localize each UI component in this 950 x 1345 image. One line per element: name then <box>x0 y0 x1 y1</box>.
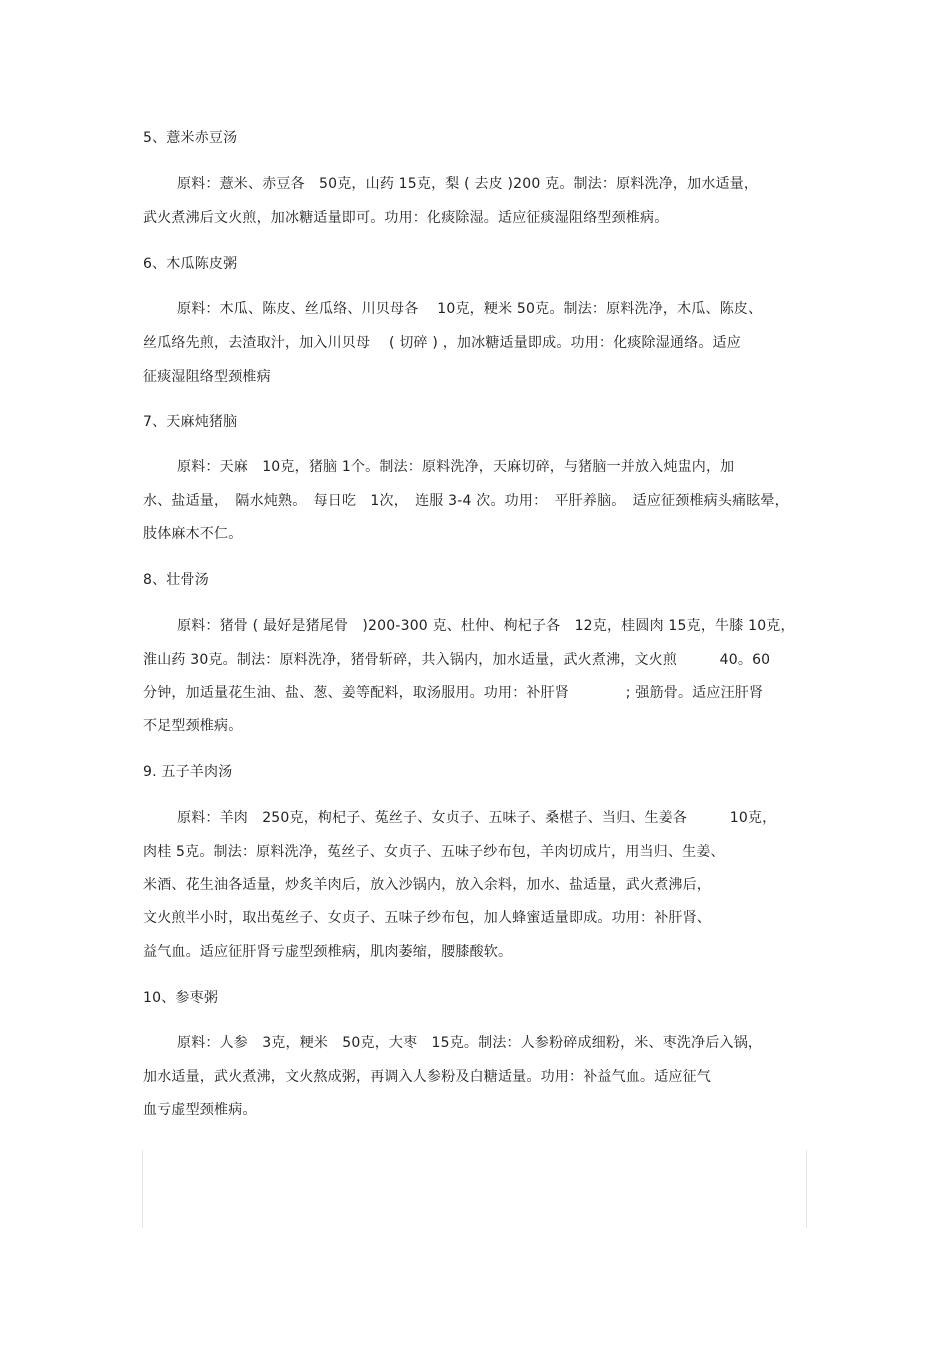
paragraph-line: 水、盐适量， 隔水炖熟。 每日吃 1次， 连服 3-4 次。功用： 平肝养脑。 适应征颈椎病头痛眩晕， <box>143 493 789 509</box>
paragraph-line: 米酒、花生油各适量，炒炙羊肉后，放入沙锅内，放入余料，加水、盐适量，武火煮沸后， <box>143 877 711 893</box>
section-heading: 5、薏米赤豆汤 <box>143 130 238 146</box>
paragraph-line: 原料：人参 3克，粳米 50克，大枣 15克。制法：人参粉碎成细粉，米、枣洗净后入锅， <box>177 1035 763 1051</box>
paragraph-line: 益气血。适应征肝肾亏虚型颈椎病，肌肉萎缩，腰膝酸软。 <box>143 944 513 960</box>
left-margin-rule <box>142 1150 143 1228</box>
paragraph-line: 分钟，加适量花生油、盐、葱、姜等配料，取汤服用。功用：补肝肾 ; 强筋骨。适应汪肝肾 <box>143 685 764 701</box>
paragraph-line: 征痰湿阻络型颈椎病 <box>143 369 271 385</box>
section-heading: 10、参枣粥 <box>143 990 219 1006</box>
paragraph-line: 原料：薏米、赤豆各 50克，山药 15克，梨 ( 去皮 )200 克。制法：原料洗净，加水适量， <box>177 176 759 192</box>
paragraph-line: 文火煎半小时，取出菟丝子、女贞子、五味子纱布包，加人蜂蜜适量即成。功用：补肝肾、 <box>143 910 711 926</box>
section-heading: 6、木瓜陈皮粥 <box>143 256 238 272</box>
paragraph-line: 淮山药 30克。制法：原料洗净，猪骨斩碎，共入锅内，加水适量，武火煮沸，文火煎 40。60 <box>143 652 771 668</box>
section-heading: 7、天麻炖猪脑 <box>143 414 238 430</box>
section-heading: 9. 五子羊肉汤 <box>143 764 233 780</box>
paragraph-line: 丝瓜络先煎，去渣取汁，加入川贝母 ( 切碎 ) ，加冰糖适量即成。功用：化痰除湿通络。适应 <box>143 335 741 351</box>
paragraph-line: 原料：木瓜、陈皮、丝瓜络、川贝母各 10克，粳米 50克。制法：原料洗净，木瓜、陈皮、 <box>177 301 763 317</box>
paragraph-line: 血亏虚型颈椎病。 <box>143 1102 257 1118</box>
paragraph-line: 原料：猪骨 ( 最好是猪尾骨 )200-300 克、杜仲、枸杞子各 12克，桂圆肉 15克，牛膝 10克， <box>177 618 795 634</box>
paragraph-line: 肢体麻木不仁。 <box>143 526 243 542</box>
paragraph-line: 加水适量，武火煮沸，文火熬成粥，再调入人参粉及白糖适量。功用：补益气血。适应征气 <box>143 1069 711 1085</box>
paragraph-line: 原料：天麻 10克，猪脑 1个。制法：原料洗净，天麻切碎，与猪脑一并放入炖盅内，加 <box>177 459 735 475</box>
paragraph-line: 原料：羊肉 250克，枸杞子、菟丝子、女贞子、五味子、桑椹子、当归、生姜各 10克， <box>177 810 777 826</box>
paragraph-line: 不足型颈椎病。 <box>143 718 243 734</box>
section-heading: 8、壮骨汤 <box>143 572 209 588</box>
right-margin-rule <box>806 1150 807 1228</box>
paragraph-line: 武火煮沸后文火煎，加冰糖适量即可。功用：化痰除湿。适应征痰湿阻络型颈椎病。 <box>143 210 669 226</box>
paragraph-line: 肉桂 5克。制法：原料洗净，菟丝子、女贞子、五味子纱布包，羊肉切成片，用当归、生姜、 <box>143 844 725 860</box>
